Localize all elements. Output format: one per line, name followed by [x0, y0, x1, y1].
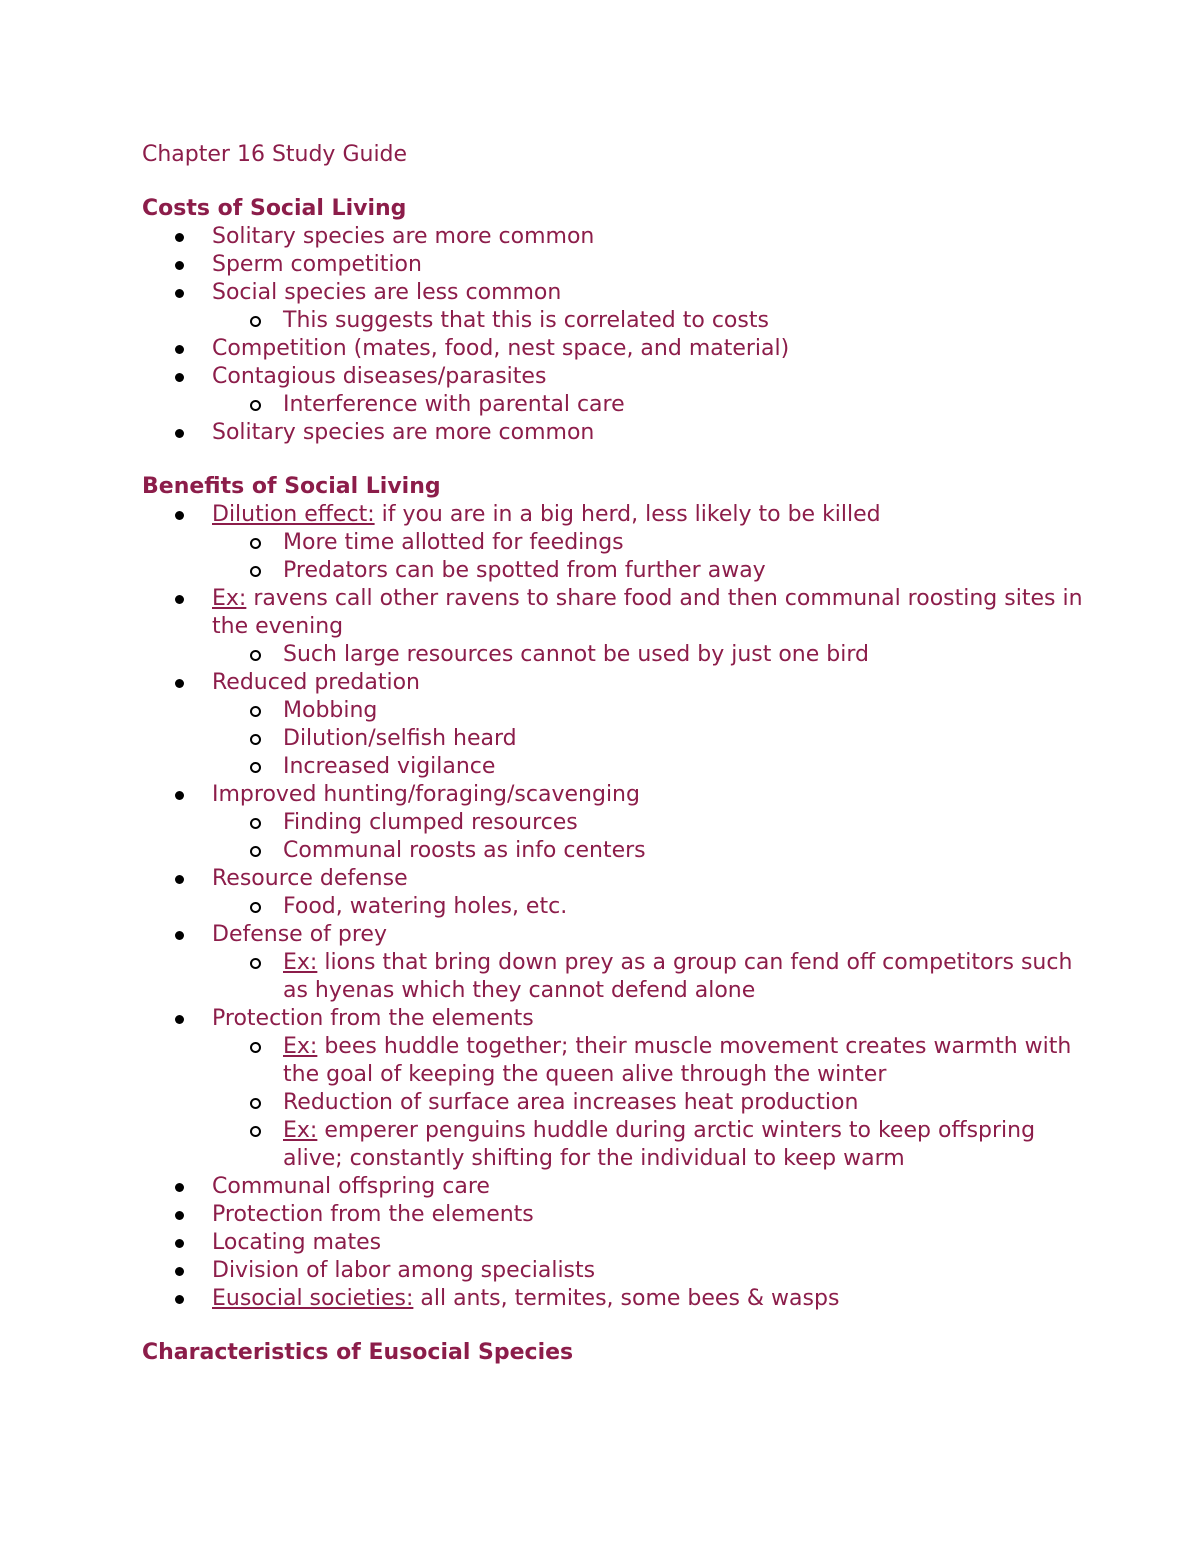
benefits-heading: Benefits of Social Living — [142, 474, 441, 499]
term-label: Dilution effect: — [212, 502, 375, 527]
sub-list-item: Ex: emperer penguins huddle during arctic winters to keep offspring alive; constantly shifting for the individual to keep warm — [212, 1117, 1100, 1173]
sub-list-item: Interference with parental care — [212, 391, 1100, 419]
circle-bullet-icon — [250, 734, 261, 745]
circle-bullet-icon — [250, 316, 261, 327]
section-spacer — [142, 447, 1100, 473]
list-item: Solitary species are more common — [142, 419, 1100, 447]
bullet-icon — [175, 1211, 184, 1220]
sub-list-item: Communal roosts as info centers — [212, 837, 1100, 865]
bullet-icon — [175, 1183, 184, 1192]
circle-bullet-icon — [250, 706, 261, 717]
bullet-icon — [175, 345, 184, 354]
sub-list-item: Reduction of surface area increases heat production — [212, 1089, 1100, 1117]
bullet-icon — [175, 1239, 184, 1248]
list-item: Locating mates — [142, 1229, 1100, 1257]
term-label: Ex: — [283, 950, 318, 975]
sub-list-item: Such large resources cannot be used by just one bird — [212, 641, 1100, 669]
circle-bullet-icon — [250, 650, 261, 661]
bullet-icon — [175, 511, 184, 520]
page-title: Chapter 16 Study Guide — [142, 142, 408, 167]
sub-list — [212, 391, 1100, 419]
bullet-icon — [175, 679, 184, 688]
sub-list — [212, 809, 1100, 865]
list-item: Dilution effect: if you are in a big herd, less likely to be killed More time allotted for feedings Predators can be spotted from further away — [142, 501, 1100, 585]
bullet-icon — [175, 875, 184, 884]
list-item: Eusocial societies: all ants, termites, some bees & wasps — [142, 1285, 1100, 1313]
bullet-icon — [175, 289, 184, 298]
circle-bullet-icon — [250, 846, 261, 857]
list-item: Protection from the elements — [142, 1201, 1100, 1229]
list-item: Ex: ravens call other ravens to share food and then communal roosting sites in the evening Such large resources cannot be used by just one bird — [142, 585, 1100, 669]
section-spacer — [142, 1313, 1100, 1339]
bullet-icon — [175, 931, 184, 940]
sub-list-item: Ex: bees huddle together; their muscle movement creates warmth with the goal of keeping the queen alive through the winter — [212, 1033, 1100, 1089]
list-item: Social species are less common This suggests that this is correlated to costs — [142, 279, 1100, 335]
list-item: Competition (mates, food, nest space, and material) — [142, 335, 1100, 363]
sub-list-item: Mobbing — [212, 697, 1100, 725]
costs-heading: Costs of Social Living — [142, 196, 407, 221]
list-item: Defense of prey Ex: lions that bring down prey as a group can fend off competitors such as hyenas which they cannot defend alone — [142, 921, 1100, 1005]
list-item: Resource defense Food, watering holes, etc. — [142, 865, 1100, 921]
sub-list — [212, 529, 1100, 585]
term-label: Eusocial societies: — [212, 1286, 414, 1311]
bullet-icon — [175, 1267, 184, 1276]
list-item: Sperm competition — [142, 251, 1100, 279]
sub-list — [212, 641, 1100, 669]
sub-list-item: Increased vigilance — [212, 753, 1100, 781]
sub-list-item: Dilution/selfish heard — [212, 725, 1100, 753]
bullet-icon — [175, 373, 184, 382]
circle-bullet-icon — [250, 902, 261, 913]
sub-list-item: Food, watering holes, etc. — [212, 893, 1100, 921]
benefits-list — [142, 501, 1100, 1313]
bullet-icon — [175, 429, 184, 438]
costs-list — [142, 223, 1100, 447]
sub-list-item: This suggests that this is correlated to costs — [212, 307, 1100, 335]
term-label: Ex: — [283, 1118, 318, 1143]
bullet-icon — [175, 1015, 184, 1024]
circle-bullet-icon — [250, 538, 261, 549]
bullet-icon — [175, 791, 184, 800]
circle-bullet-icon — [250, 958, 261, 969]
circle-bullet-icon — [250, 566, 261, 577]
term-label: Ex: — [212, 586, 247, 611]
sub-list — [212, 307, 1100, 335]
sub-list — [212, 893, 1100, 921]
sub-list — [212, 1033, 1100, 1173]
sub-list-item: Predators can be spotted from further away — [212, 557, 1100, 585]
sub-list-item: Finding clumped resources — [212, 809, 1100, 837]
circle-bullet-icon — [250, 1042, 261, 1053]
circle-bullet-icon — [250, 1126, 261, 1137]
bullet-icon — [175, 595, 184, 604]
sub-list — [212, 697, 1100, 781]
list-item: Division of labor among specialists — [142, 1257, 1100, 1285]
characteristics-heading: Characteristics of Eusocial Species — [142, 1340, 574, 1365]
list-item: Improved hunting/foraging/scavenging Finding clumped resources Communal roosts as info centers — [142, 781, 1100, 865]
sub-list-item: Ex: lions that bring down prey as a group can fend off competitors such as hyenas which they cannot defend alone — [212, 949, 1100, 1005]
sub-list — [212, 949, 1100, 1005]
list-item: Reduced predation Mobbing Dilution/selfish heard Increased vigilance — [142, 669, 1100, 781]
bullet-icon — [175, 1295, 184, 1304]
sub-list-item: More time allotted for feedings — [212, 529, 1100, 557]
circle-bullet-icon — [250, 762, 261, 773]
list-item: Protection from the elements Ex: bees huddle together; their muscle movement creates warmth with the goal of keeping the queen alive through the winter Reduction of surface area increases heat production Ex: emperer penguins huddle during arctic winters to keep offspring alive; constantly shifting for the individual to keep warm — [142, 1005, 1100, 1173]
bullet-icon — [175, 233, 184, 242]
bullet-icon — [175, 261, 184, 270]
circle-bullet-icon — [250, 1098, 261, 1109]
circle-bullet-icon — [250, 400, 261, 411]
list-item: Contagious diseases/parasites Interference with parental care — [142, 363, 1100, 419]
list-item: Solitary species are more common — [142, 223, 1100, 251]
list-item: Communal offspring care — [142, 1173, 1100, 1201]
circle-bullet-icon — [250, 818, 261, 829]
term-label: Ex: — [283, 1034, 318, 1059]
